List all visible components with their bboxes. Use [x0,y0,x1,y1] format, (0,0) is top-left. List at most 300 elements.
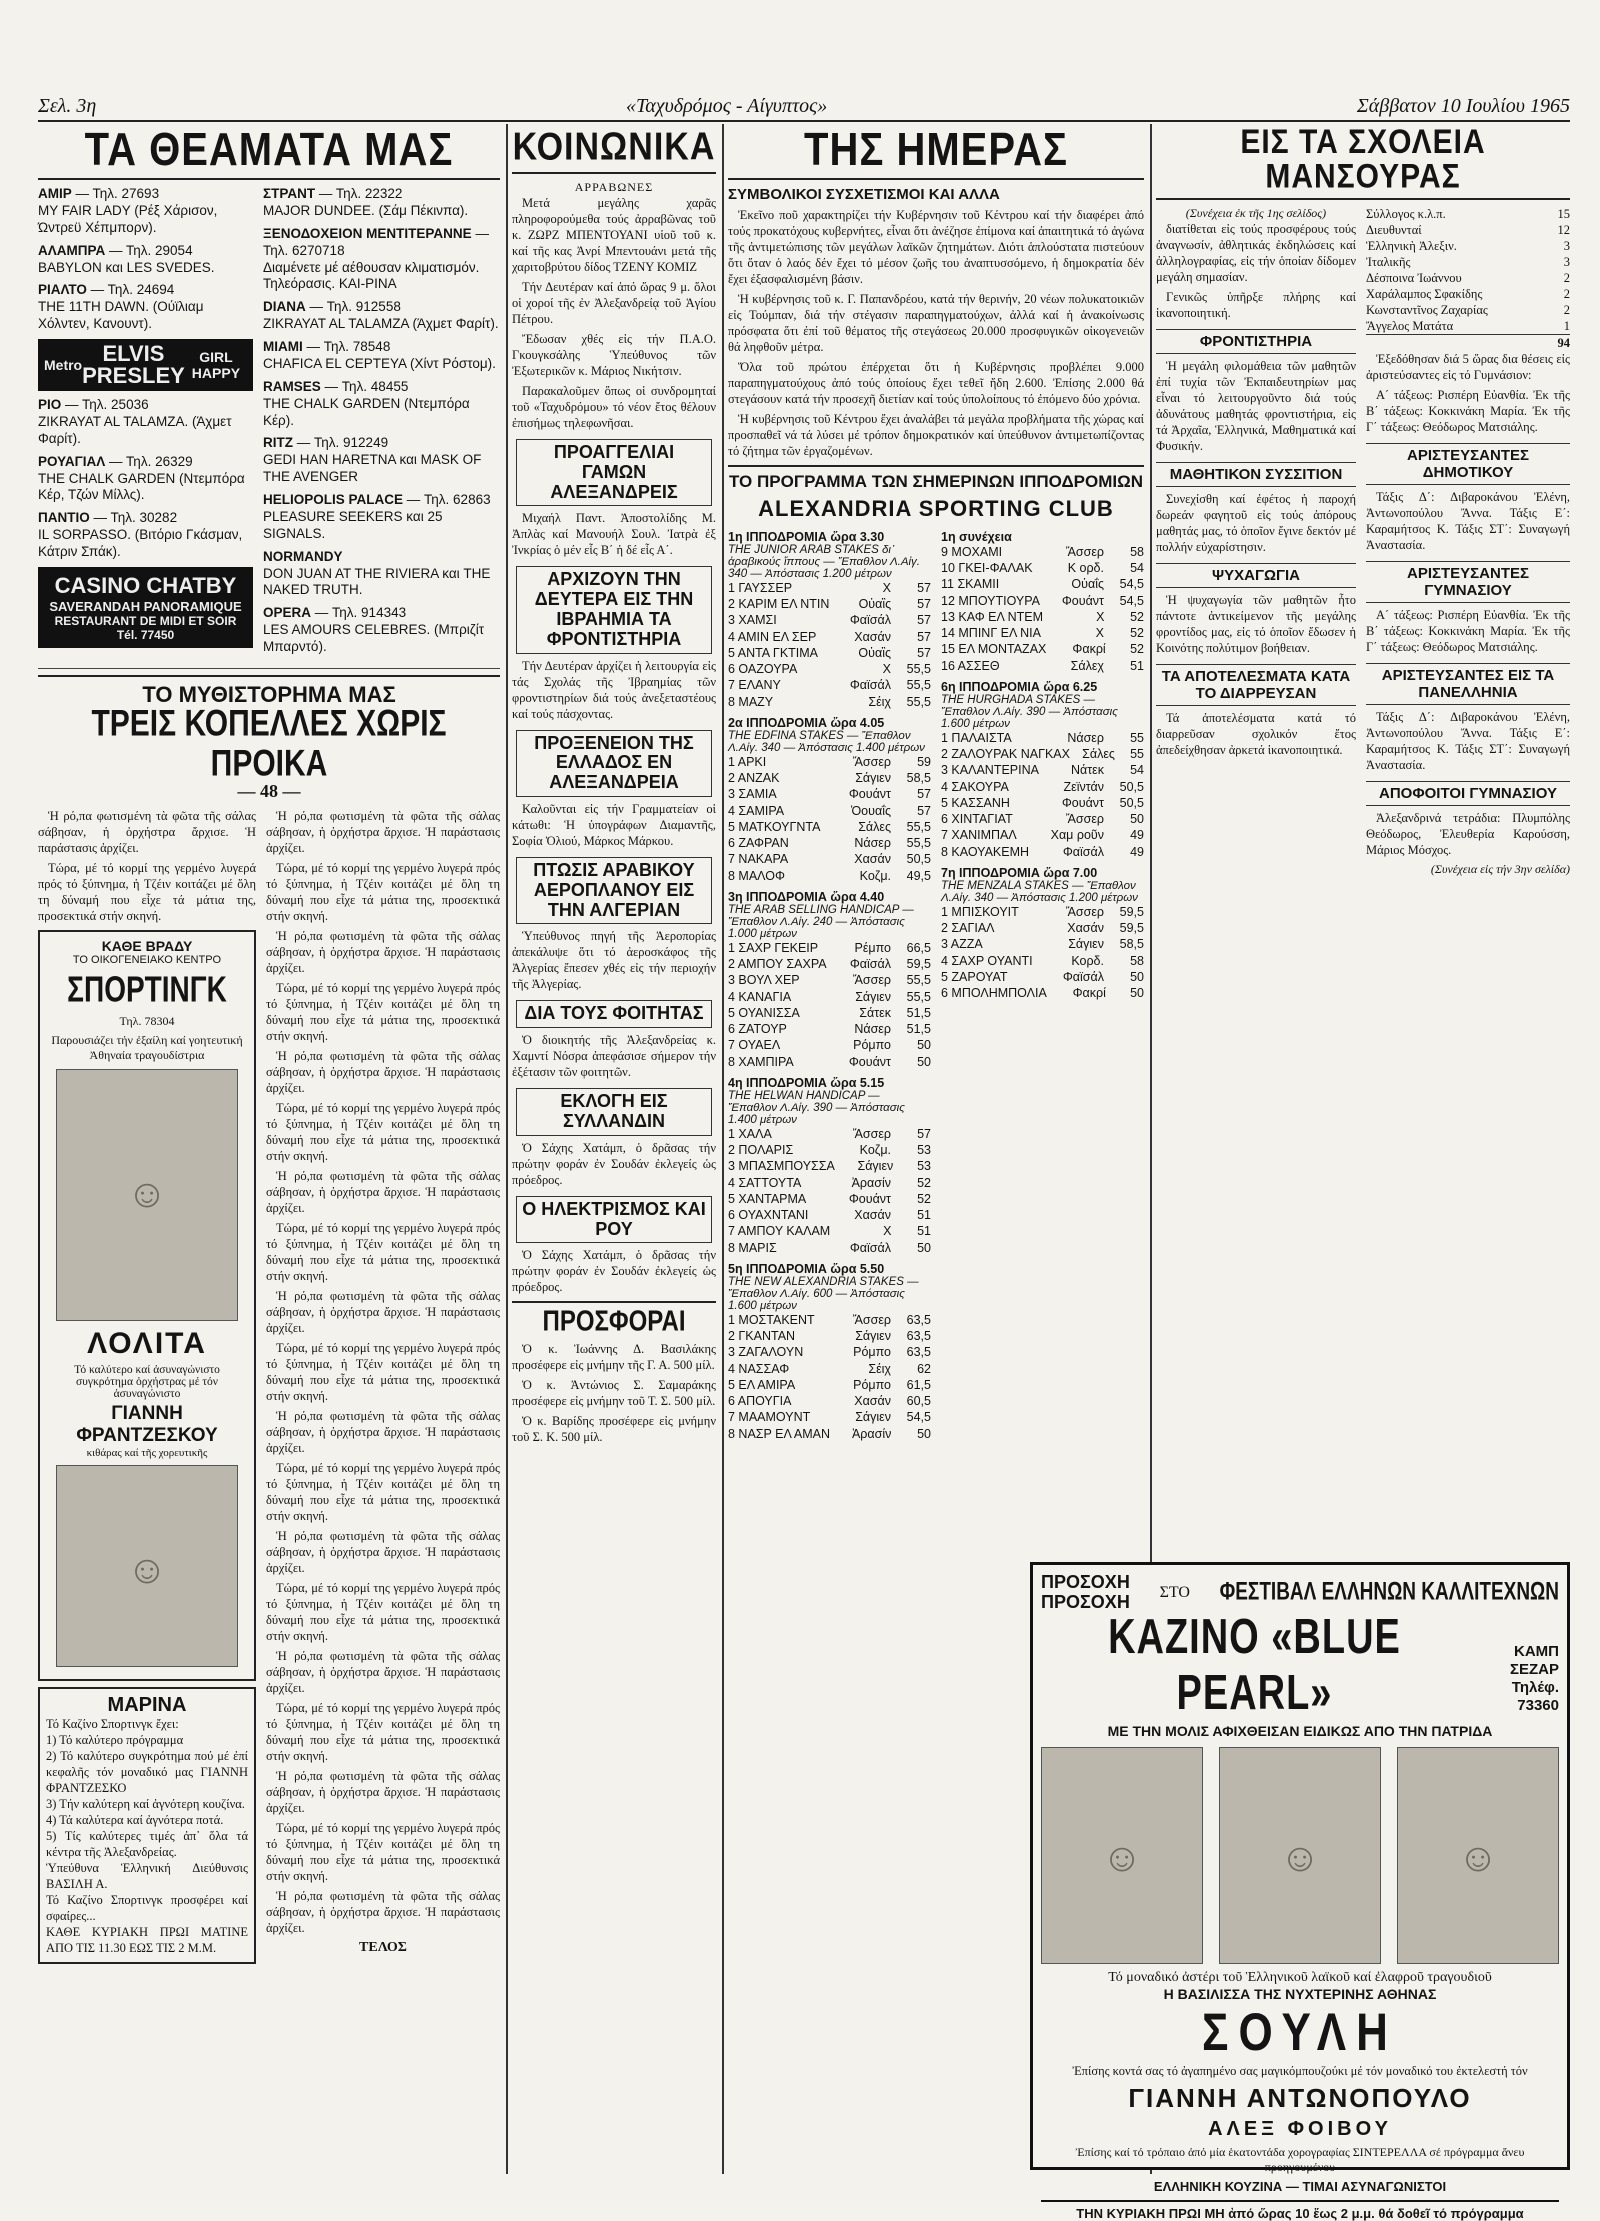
cinema-tel: Τηλ. 22322 [335,186,403,201]
ad-tagline: Τό μοναδικό ἀστέρι τοῦ Ἑλληνικοῦ λαϊκοῦ καί ἐλαφροῦ τραγουδιοῦ [1108,1969,1492,1985]
horse-name: 11 ΣΚΑΜΙΙ [941,577,1000,592]
horse-weight: 57 [917,597,931,612]
race-conditions: THE JUNIOR ARAB STAKES δι᾿ ἀραβικούς ἵππους — Ἔπαθλον Λ.Αἰγ. 340 — Ἀπόστασις 1.200 μέτρων [728,543,920,580]
horse-name: 1 ΜΠΙΣΚΟΥΙΤ [941,904,1019,919]
race-entry [728,956,931,972]
cinema-name: OPERA [263,605,312,621]
race-entry [728,661,931,677]
side-text: Ἀλεξανδρινά τετράδια: Πλυμπόλης Θεόδωρος, Ἐλευθερία Καρούσση, Μάριος Μόσχος. [1366,811,1570,857]
cinema-tel: Τηλ. 29054 [126,242,193,258]
jockey-name: Φαϊσάλ [849,957,891,972]
horse-weight: 59 [917,754,931,769]
race-heading: 3η ΙΠΠΟΔΡΟΜΙΑ ὥρα 4.40 [728,889,885,904]
horse-weight: 49,5 [906,868,931,883]
school-section-head: ΜΑΘΗΤΙΚΟΝ ΣΥΣΣΙΤΙΟΝ [1156,462,1356,487]
horse-name: 5 ΑΝΤΑ ΓΚΤΙΜΑ [728,645,819,660]
horse-weight: 59,5 [906,957,931,972]
marina-list [46,1716,248,1956]
serial-paragraph: Ἡ ρό,πα φωτισμένη τὰ φῶτα τῆς σάλας σάβησαν, ἡ ὀρχήστρα ἄρχισε. Ἡ παράστασις ἀρχίζει. [266,1888,500,1935]
race-entry [728,645,931,661]
race-conditions: THE ARAB SELLING HANDICAP — Ἔπαθλον Λ.Αἰγ. 240 — Ἀπόστασις 1.000 μέτρων [728,903,914,940]
casino-tel: Τηλέφ. 73360 [1511,1678,1559,1714]
horse-weight: 51 [917,1208,931,1223]
headline: ΠΤΩΣΙΣ ΑΡΑΒΙΚΟΥ ΑΕΡΟΠΛΑΝΟΥ ΕΙΣ ΤΗΝ ΑΛΓΕΡΙΑΝ [516,857,712,924]
jockey-name: Χ [1096,609,1105,624]
horse-weight: 57 [917,1126,931,1141]
jockey-name: Φουάντ [848,1054,891,1069]
jockey-name: Ζεϊντάν [1063,779,1104,794]
sporting-ad-name: ΣΠΟΡΤΙΝΓΚ [67,969,227,1010]
column-rule [722,124,724,2174]
jockey-name: Σάγιεν [855,989,891,1004]
donor-name: Ἰταλικῆς [1366,255,1411,269]
cinema-listing [263,549,500,600]
continued-note: (Συνέχεια ἐκ τῆς 1ης σελίδος) [1185,206,1327,220]
casino-chatby-ad [38,567,253,648]
race-entry [941,969,1144,985]
horse-weight: 50 [1130,986,1144,1001]
sporting-ad-text: Παρουσιάζει τήν ἐξαίλη καί γοητευτική Ἀθηναία τραγουδίστρια [51,1032,243,1062]
serial-paragraph: Τώρα, μέ τό κορμί της γερμένο λυγερά πρός τό ξύπνημα, ἡ Τζέιν κοιτάζει μέ ὅλη τη δύναμή που εἶχε τά μάτια της, προσεκτικά στήν σκηνή. [266,1700,500,1763]
horse-weight: 50,5 [1119,779,1144,794]
horse-weight: 52 [917,1175,931,1190]
headline: ΕΚΛΟΓΗ ΕΙΣ ΣΥΛΛΑΝΔΙΝ [516,1088,712,1136]
horse-name: 15 ΕΛ ΜΟΝΤΑΖΑΧ [941,642,1047,657]
donation-amount: 2 [1563,287,1570,301]
race-program-left [728,524,931,1442]
horse-name: 3 ΣΑΜΙΑ [728,787,777,802]
cinema-tel: Τηλ. 48455 [341,378,409,394]
cinema-name: ΑΛΑΜΠΡΑ [38,242,106,258]
serial-text-continued [266,808,500,1936]
band-leader: ΓΙΑΝΝΗ ΦΡΑΝΤΖΕΣΚΟΥ [76,1402,218,1446]
engagements-kicker: ΑΡΡΑΒΩΝΕΣ [574,180,654,194]
serial-title: ΤΡΕΙΣ ΚΟΠΕΛΛΕΣ ΧΩΡΙΣ ΠΡΟΙΚΑ [91,702,447,784]
jockey-name: Ἄσσερ [852,754,891,769]
side-text: Ἐξεδόθησαν διά 5 ὥρας δια θέσεις εἰς ἀριστεύσαντες εἰς τό Γυμνάσιον: [1366,352,1570,382]
race-entry [728,1240,931,1256]
artist-photo-3 [1397,1747,1559,1964]
donation-row [1366,302,1570,318]
continued-footnote: (Συνέχεια εἰς τήν 3ην σελίδα) [1430,862,1570,876]
horse-weight: 57 [917,803,931,818]
race-entry [728,1005,931,1021]
race-entry [728,1191,931,1207]
cinema-listing: ΡΙΟ — Τηλ. 25036 ZIKRAYAT AL TALAMZA. (Άχμετ Φαρίτ). [38,397,232,446]
jockey-name: Σάγιεν [855,1329,891,1344]
jockey-name: Χαμ ροῦν [1050,828,1104,843]
race-block [941,866,1144,1002]
horse-name: 1 ΠΑΛΑΙΣΤΑ [941,730,1012,745]
donor-name: Δέσποινα Ἰωάννου [1366,271,1462,285]
horse-weight: 52 [1130,642,1144,657]
jockey-name: Σάλες [858,819,891,834]
race-conditions: THE NEW ALEXANDRIA STAKES — Ἔπαθλον Λ.Αἰγ. 600 — Ἀπόστασις 1.600 μέτρων [728,1275,919,1312]
marina-item: 3) Τήν καλύτερη καί ἀγνότερη κουζίνα. [46,1796,245,1811]
cinema-name: HELIOPOLIS PALACE [263,492,404,507]
marina-item: 2) Τό καλύτερο συγκρότημα πού μέ ἐπί κεφαλῆς τόν μοναδικό μας ΓΙΑΝΝΗ ΦΡΑΝΤΖΕΣΚΟ [46,1748,248,1795]
cinema-name: RAMSES [263,378,321,394]
news-item: Ὁ διοικητής τῆς Ἀλεξανδρείας κ. Χαμντί Νόσρα ἀπεφάσισε σήμερον τήν ἐξέτασιν τῶν φοιτητῶν. [512,1033,716,1080]
horse-name: 6 ΖΑΦΡΑΝ [728,836,789,851]
donor-name: Κωνσταντῖνος Ζαχαρίας [1366,303,1488,317]
cinema-tel: Τηλ. 912249 [314,435,389,451]
horse-weight: 55,5 [906,694,931,709]
horse-weight: 57 [917,613,931,628]
race-entry [728,1344,931,1360]
school-section-text: Συνεχίσθη καί ἐφέτος ἡ παροχή δωρεάν φαγητοῦ εἰς τούς ἀπόρους μαθητάς μας, τό ὁποῖον ἔγινε δεκτόν μέ πολλήν εὐχαρίστησιν. [1156,492,1356,554]
cinema-tel: Τηλ. 24694 [107,282,175,298]
horse-weight: 54,5 [906,1410,931,1425]
race-entry [728,835,931,851]
cinema-tel: Τηλ. 30282 [110,510,178,526]
sporting-ad-line1: ΚΑΘΕ ΒΡΑΔΥ [101,937,193,954]
horse-name: 3 ΜΠΑΣΜΠΟΥΣΣΑ [728,1159,835,1174]
donation-amount: 3 [1563,255,1570,269]
cinema-listing: DIANA — Τηλ. 912558 ZIKRAYAT AL TALAMZA (Άχμετ Φαρίτ). [263,299,499,332]
horse-name: 2 ΣΑΓΙΑΛ [941,921,995,936]
casino-ad-line3: RESTAURANT DE MIDI ET SOIR [54,613,237,628]
donor-name: Ἑλληνικὴ Ἀλεξιν. [1366,239,1457,253]
page-number: Σελ. 3η [38,94,97,117]
school-total: 94 [1557,336,1570,350]
horse-weight: 61,5 [906,1377,931,1392]
race-entry [941,746,1144,762]
festival-title: ΦΕΣΤΙΒΑΛ ΕΛΛΗΝΩΝ ΚΑΛΛΙΤΕΧΝΩΝ [1219,1578,1559,1606]
horse-name: 7 ΑΜΠΟΥ ΚΑΛΑΜ [728,1224,831,1239]
jockey-name: Ἄσσερ [852,973,891,988]
race-block [941,680,1144,860]
serial-left-column [38,808,256,1970]
cinema-film: THE CHALK GARDEN (Ντεμπόρα Κέρ). [263,395,470,428]
cinema-film: THE 11TH DAWN. (Ούϊλιαμ Χόλντεν, Κανουντ). [38,299,204,332]
jockey-name: Νάτεκ [1070,763,1104,778]
race-entry [941,827,1144,843]
jockey-name: Φακρί [1072,642,1106,657]
horse-name: 6 ΟΥΑΧΝΤΑΝΙ [728,1208,809,1223]
school-section-text: Ἡ μεγάλη φιλομάθεια τῶν μαθητῶν ἐπί τυχία τῶν Ἐκπαιδευτηρίων μας εἶναι τό λειτουργοῦντο διά τούς ἀδυνάτους μαθητάς φροντιστήρια, εἰς τά Ἀρχαῖα, Ἑλληνικά, Μαθηματικά καί Φυσικήν. [1156,359,1356,453]
school-section-head: ΦΡΟΝΤΙΣΤΗΡΙΑ [1156,329,1356,354]
jockey-name: Ρέμπο [854,940,891,955]
race-entry [941,811,1144,827]
horse-name: 6 ΑΠΟΥΓΙΑ [728,1394,792,1409]
donation-amount: 1 [1563,319,1570,333]
horse-weight: 58,5 [906,771,931,786]
distinctions-title-2: ΑΡΙΣΤΕΥΣΑΝΤΕΣ ΓΥΜΝΑΣΙΟΥ [1366,561,1570,603]
donation-amount: 12 [1557,223,1570,237]
race-entry [941,795,1144,811]
cinema-list-left [38,186,253,662]
race-conditions: THE HURGHADA STAKES — Ἔπαθλον Λ.Αἰγ. 390 — Ἀπόστασις 1.600 μέτρων [941,693,1118,730]
marina-box [38,1687,256,1964]
jockey-name: Σάγιεν [1068,937,1104,952]
cinema-film: ZIKRAYAT AL TALAMZA. (Άχμετ Φαρίτ). [38,413,232,446]
elvis-ad-names [82,343,185,387]
donation-row [1366,270,1570,286]
article-paragraph: Ὅλα τοῦ πρώτου ἐπέρχεται ὅτι ἡ Κυβέρνησις προβλέπει 9.000 παραπηγματούχους ἀπό τούς ὁποίους ἔχει τεθεῖ ἤδη 2.600. Ἐπίσης 2.000 θά στεγάσουν κατά τήν προσεχῆ διετίαν καί τούς ὑπολοίπους τό ἐπόμενο δύο χρόνια. [728,360,1144,406]
marina-item: 4) Τά καλύτερα καί ἀγνότερα ποτά. [46,1812,224,1827]
serial-paragraph: Τώρα, μέ τό κορμί της γερμένο λυγερά πρός τό ξύπνημα, ἡ Τζέιν κοιτάζει μέ ὅλη τη δύναμή που εἶχε τά μάτια της, προσεκτικά στήν σκηνή. [266,1340,500,1403]
marina-item: 5) Τίς καλύτερες τιμές ἀπ᾿ ὅλα τά κέντρα τῆς Ἀλεξανδρείας. [46,1828,248,1859]
marina-title: ΜΑΡΙΝΑ [107,1693,187,1716]
school-donations [1366,206,1570,334]
serial-paragraph: Τώρα, μέ τό κορμί της γερμένο λυγερά πρός τό ξύπνημα, ἡ Τζέιν κοιτάζει μέ ὅλη τη δύναμή που εἶχε τά μάτια της, προσεκτικά στήν σκηνή. [266,1220,500,1283]
horse-weight: 55,5 [906,819,931,834]
serial-paragraph: Ἡ ρό,πα φωτισμένη τὰ φῶτα τῆς σάλας σάβησαν, ἡ ὀρχήστρα ἄρχισε. Ἡ παράστασις ἀρχίζει. [266,1288,500,1335]
horse-name: 1 ΜΟΣΤΑΚΕΝΤ [728,1312,815,1327]
horse-name: 9 ΜΟΧΑΜΙ [941,544,1003,559]
prosfora-title: ΠΡΟΣΦΟΡΑΙ [542,1305,686,1339]
article-headline: ΣΥΜΒΟΛΙΚΟΙ ΣΥΣΧΕΤΙΣΜΟΙ ΚΑΙ ΑΛΛΑ [728,186,1000,203]
school-paragraph: Γενικῶς ὑπῆρξε πλήρης καί ἱκανοποιητική. [1156,290,1356,320]
donor-name: Ἄγγελος Ματάτα [1366,319,1454,333]
horse-name: 1 ΣΑΧΡ ΓΕΚΕΙΡ [728,940,819,955]
ad-with: Ἐπίσης κοντά σας τό ἀγαπημένο σας μαγικόμπουζούκι μέ τόν μοναδικό του ἐκτελεστή τόν [1072,2063,1528,2078]
jockey-name: Σέιχ [868,694,891,709]
serial-paragraph: Ἡ ρό,πα φωτισμένη τὰ φῶτα τῆς σάλας σάβησαν, ἡ ὀρχήστρα ἄρχισε. Ἡ παράστασις ἀρχίζει. [38,808,256,855]
prosfora-item: Ὁ κ. Ἰωάννης Δ. Βασιλάκης προσέφερε εἰς μνήμην τῆς Γ. Α. 500 μίλ. [512,1341,716,1372]
jockey-name: Χ [882,662,891,677]
serial-paragraph: Ἡ ρό,πα φωτισμένη τὰ φῶτα τῆς σάλας σάβησαν, ἡ ὀρχήστρα ἄρχισε. Ἡ παράστασις ἀρχίζει. [266,1048,500,1095]
article-paragraph: Ἡ κυβέρνησις τοῦ Κέντρου ἔχει ἀναλάβει τά μεγάλα προβλήματα τῆς χώρας καί προσπαθεῖ νά τά λύσει μέ τρόπον δημοκρατικόν καί ὑπεύθυνον ἀντιμετωπίζοντας τό ζήτημα τῶν ἐργαζομένων. [728,412,1144,458]
race-heading: 6η ΙΠΠΟΔΡΟΜΙΑ ὥρα 6.25 [941,679,1098,694]
jockey-name: Σέιχ [868,1361,891,1376]
race-heading: 1η συνέχεια [941,529,1012,544]
horse-name: 5 ΟΥΑΝΙΣΣΑ [728,1005,800,1020]
horse-name: 13 ΚΑΦ ΕΛ ΝΤΕΜ [941,609,1044,624]
horse-weight: 63,5 [906,1312,931,1327]
race-entry [728,1021,931,1037]
race-entry [941,658,1144,674]
jockey-name: Χ [1095,626,1104,641]
horse-weight: 55 [1130,747,1144,762]
race-entry [941,762,1144,778]
column-entertainment [38,124,500,2174]
jockey-name: Φουάντ [1061,593,1104,608]
horse-name: 2 ΖΑΛΟΥΡΑΚ ΝΑΓΚΑΧ [941,747,1070,762]
horse-weight: 53 [917,1159,931,1174]
jockey-name: Ἄσσερ [852,1126,891,1141]
elvis-ad-top: Metro [44,357,83,373]
horse-name: 7 ΜΑΑΜΟΥΝΤ [728,1410,811,1425]
jockey-name: Φαϊσάλ [849,613,891,628]
horse-name: 6 ΜΠΟΛΗΜΠΟΛΙΑ [941,986,1047,1001]
cinema-tel: Τηλ. 27693 [92,186,160,201]
race-entry [728,1158,931,1174]
horse-weight: 54,5 [1119,593,1144,608]
jockey-name: Χασάν [1067,921,1104,936]
column-mansoura-schools [1156,124,1570,1564]
cinema-film: DON JUAN AT THE RIVIERA και THE NAKED TRUTH. [263,565,491,598]
cinema-tel: Τηλ. 6270718 [263,242,345,258]
horse-weight: 50,5 [906,852,931,867]
cinema-tel: Τηλ. 912558 [326,299,401,315]
horse-name: 5 ΖΑΡΟΥΑΤ [941,969,1008,984]
horse-name: 8 ΝΑΣΡ ΕΛ ΑΜΑΝ [728,1426,830,1441]
jockey-name: Σάγιεν [855,771,891,786]
donation-amount: 2 [1563,271,1570,285]
headline: ΠΡΟΑΓΓΕΛΙΑΙ ΓΑΜΩΝ ΑΛΕΞΑΝΔΡΕΙΣ [516,439,712,506]
cinema-tel: Τηλ. 26329 [126,453,193,469]
jockey-name: Φαϊσάλ [1062,844,1104,859]
ad-queen: Η ΒΑΣΙΛΙΣΣΑ ΤΗΣ ΝΥΧΤΕΡΙΝΗΣ ΑΘΗΝΑΣ [1163,1985,1437,2002]
horse-weight: 57 [917,787,931,802]
jockey-name: Νάσερ [1067,730,1104,745]
prosfora-item: Ὁ κ. Βαρίδης προσέφερε εἰς μνήμην τοῦ Σ. Κ. 500 μίλ. [512,1413,716,1444]
column-social [512,124,716,2174]
news-item: Καλοῦνται εἰς τήν Γραμματείαν οἱ κάτωθι: Ἡ ὑπογράφων Διαμαντῆς, Σοφία Ὀλιού, Μάρκος Μάρκου. [512,801,716,848]
casino-name: ΚΑΖΙΝΟ «BLUE PEARL» [1108,1609,1401,1721]
elvis-ad-side: GIRL HAPPY [191,349,241,381]
race-entry [728,580,931,596]
jockey-name: Νάσερ [854,836,891,851]
race-entry [728,677,931,693]
donor-name: Χαράλαμπος Σφακίδης [1366,287,1483,301]
horse-weight: 63,5 [906,1345,931,1360]
marina-item: ΚΑΘΕ ΚΥΡΙΑΚΗ ΠΡΩΙ ΜΑΤΙΝΕ ΑΠΟ ΤΙΣ 11.30 ΕΩΣ ΤΙΣ 2 Μ.Μ. [46,1924,248,1955]
artist-photo-1 [1041,1747,1203,1964]
race-entry [728,1377,931,1393]
horse-weight: 50 [917,1426,931,1441]
race-entry [941,641,1144,657]
cinema-name: ΡΙΟ [38,397,62,412]
newspaper-name: «Ταχυδρόμος - Αίγυπτος» [626,94,828,117]
donation-row [1366,238,1570,254]
race-entry [728,1426,931,1442]
musician-name: ΓΙΑΝΝΗ ΑΝΤΩΝΟΠΟΥΛΟ [1128,2082,1472,2113]
race-entry [728,851,931,867]
cinema-listing: ΡΟΥΑΓΙΑΛ — Τηλ. 26329 THE CHALK GARDEN (Ντεμπόρα Κέρ, Τζών Μίλλς). [38,453,245,503]
jockey-name: Κορδ. [1071,953,1104,968]
race-entry [728,972,931,988]
cinema-list-right [263,186,500,662]
horse-name: 3 ΚΑΛΑΝΤΕΡΙΝΑ [941,763,1039,778]
serial-paragraph: Τώρα, μέ τό κορμί της γερμένο λυγερά πρός τό ξύπνημα, ἡ Τζέιν κοιτάζει μέ ὅλη τη δύναμή που εἶχε τά μάτια της, προσεκτικά στήν σκηνή. [266,1460,500,1523]
side-text: Α΄ τάξεως: Ρισπέρη Εὐανθία. Ἐκ τῆς Β΄ τάξεως: Κοκκινάκη Μαρία. Ἐκ τῆς Γ΄ τάξεως: Θεόδωρος Ματσιάλης. [1366,608,1570,654]
cinema-listing: OPERA — Τηλ. 914343 LES AMOURS CELEBRES. (Μπριζίτ Μπαρντό). [263,605,485,654]
horse-weight: 58 [1130,544,1144,559]
cinema-name: ΣΤΡΑΝΤ [263,186,316,201]
horse-name: 6 ΧΙΝΤΑΓΙΑΤ [941,812,1013,827]
race-heading: 2α ΙΠΠΟΔΡΟΜΙΑ ὥρα 4.05 [728,715,885,730]
race-conditions: THE EDFINA STAKES — Ἔπαθλον Λ.Αἰγ. 340 — Ἀπόστασις 1.400 μέτρων [728,729,925,754]
cinema-name: ΠΑΝΤΙΟ [38,510,90,526]
jockey-name: Φουάντ [848,787,891,802]
attention-2: ΠΡΟΣΟΧΗ [1041,1591,1130,1612]
serial-paragraph: Ἡ ρό,πα φωτισμένη τὰ φῶτα τῆς σάλας σάβησαν, ἡ ὀρχήστρα ἄρχισε. Ἡ παράστασις ἀρχίζει. [266,1648,500,1695]
horse-name: 8 ΚΑΟΥΑΚΕΜΗ [941,844,1030,859]
news-item: Ὑπεύθυνος πηγή τῆς Ἀεροπορίας ἀπεκάλυψε ὅτι τό ἀεροσκάφος τῆς Ἀλγερίας ἔπεσεν χθές εἰς τήν περιοχήν τῆς Ἀλγερίας. [512,929,716,992]
serial-paragraph: Ἡ ρό,πα φωτισμένη τὰ φῶτα τῆς σάλας σάβησαν, ἡ ὀρχήστρα ἄρχισε. Ἡ παράστασις ἀρχίζει. [266,928,500,975]
race-entry [941,544,1144,560]
marina-item: Τό Καζίνο Σπορτινγκ ἔχει: [46,1716,179,1731]
donation-row [1366,286,1570,302]
horse-weight: 62 [917,1361,931,1376]
race-heading: 7η ΙΠΠΟΔΡΟΜΙΑ ὥρα 7.00 [941,865,1098,880]
race-entry [941,985,1144,1001]
jockey-name: Σάλεχ [1070,658,1104,673]
horse-weight: 51 [917,1224,931,1239]
horse-name: 7 ΧΑΝΙΜΠΑΛ [941,828,1017,843]
casino-ad-tel: Tél. 77450 [116,627,175,642]
serial-paragraph: Τώρα, μέ τό κορμί της γερμένο λυγερά πρός τό ξύπνημα, ἡ Τζέιν κοιτάζει μέ ὅλη τη δύναμή που εἶχε τά μάτια της, προσεκτικά στήν σκηνή. [38,860,256,923]
cinema-tel: Τηλ. 25036 [82,397,149,412]
horse-name: 5 ΜΑΤΚΟΥΓΝΤΑ [728,819,821,834]
race-entry [728,1126,931,1142]
horse-weight: 52 [917,1191,931,1206]
cinema-film: ZIKRAYAT AL TALAMZA (Άχμετ Φαρίτ). [263,316,499,332]
race-entry [941,920,1144,936]
horse-weight: 51 [1130,658,1144,673]
race-entry [941,779,1144,795]
singer-name: ΛΟΛΙΤΑ [87,1326,207,1360]
column-rule [506,124,508,2174]
graduates-title: ΑΠΟΦΟΙΤΟΙ ΓΥΜΝΑΣΙΟΥ [1366,781,1570,806]
cinema-name: NORMANDY [263,548,343,564]
race-heading: 5η ΙΠΠΟΔΡΟΜΙΑ ὥρα 5.50 [728,1261,885,1276]
race-block [728,716,931,884]
horse-name: 7 ΝΑΚΑΡΑ [728,852,789,867]
jockey-name: Κοζμ. [859,868,891,883]
horse-weight: 50 [917,1054,931,1069]
elvis-ad-name1: ELVIS [102,341,165,366]
horse-weight: 50 [917,1240,931,1255]
cinema-listing: ΞΕΝΟΔΟΧΕΙΟΝ ΜΕΝΤΙΤΕΡΑΝΝΕ — Τηλ. 6270718 Διαμένετε μέ αέθουσαν κλιματισμόν. Τηλεόρασις. ΚΑΙ-PINA [263,225,489,292]
horse-name: 2 ΑΝΖΑΚ [728,771,780,786]
horse-weight: 63,5 [906,1329,931,1344]
race-conditions: THE HELWAN HANDICAP — Ἔπαθλον Λ.Αἰγ. 390 — Ἀπόστασις 1.400 μέτρων [728,1089,905,1126]
jockey-name: Φουάντ [848,1191,891,1206]
horse-name: 8 ΜΑΛΟΦ [728,868,785,883]
section-title-koinonika: ΚΟΙΝΩΝΙΚΑ [512,125,716,169]
jockey-name: Οὐαἲς [858,645,891,660]
horse-name: 5 ΧΑΝΤΑΡΜΑ [728,1191,807,1206]
side-text: Α΄ τάξεως: Ρισπέρη Εὐανθία. Ἐκ τῆς Β΄ τάξεως: Κοκκινάκη Μαρία. Ἐκ τῆς Γ΄ τάξεως: Θεόδωρος Ματσιάλης. [1366,388,1570,434]
cinema-listing: RITZ — Τηλ. 912249 GEDI HAN HARETNA και MASK OF THE AVENGER [263,435,482,485]
ad-footer: ΤΗΝ ΚΥΡΙΑΚΗ ΠΡΩΙ ΜΗ ἀπό ὥρας 10 ἕως 2 μ.μ. θά δοθεῖ τό πρόγραμμα [1041,2200,1559,2221]
article-body [728,207,1144,459]
jockey-name: Ἀρασίν [851,1175,891,1190]
race-program-right [941,524,1144,1442]
horse-name: 4 ΣΑΜΙΡΑ [728,803,785,818]
race-entry [941,730,1144,746]
horse-name: 8 ΧΑΜΠΙΡΑ [728,1054,794,1069]
news-item: Μιχαήλ Παντ. Ἀποστολίδης Μ. Ἀπλὰς καί Μανουήλ Σουλ. Ἰατρὰ ἐξ Ἰνκρίας ὁ μέν εἷς Β΄ ἡ δέ εἷς Α΄. [512,511,716,558]
race-entry [728,940,931,956]
jockey-name: Φαϊσάλ [849,678,891,693]
horse-weight: 54,5 [1119,577,1144,592]
attention-1: ΠΡΟΣΟΧΗ [1041,1572,1130,1592]
portrait-icon: ☺ [1279,1834,1321,1880]
portrait-icon: ☺ [1101,1834,1143,1880]
jockey-name: Οὐαἲς [858,597,892,612]
horse-name: 8 ΜΑΖΥ [728,694,774,709]
cinema-name: ΡΟΥΑΓΙΑΛ [38,453,106,469]
portrait-icon: ☺ [126,1546,168,1592]
donation-row [1366,254,1570,270]
cinema-listing: HELIOPOLIS PALACE — Τηλ. 62863 PLEASURE SEEKERS και 25 SIGNALS. [263,492,491,541]
horse-weight: 50 [1130,969,1144,984]
serial-kicker: ΤΟ ΜΥΘΙΣΤΟΡΗΜΑ ΜΑΣ [142,681,396,707]
race-entry [941,904,1144,920]
jockey-name: Νάσερ [854,1022,891,1037]
social-item: Παρακαλοῦμεν ὅπως οἱ συνδρομηταί τοῦ «Ταχυδρόμου» τό νέον ἔτος θέλουν ἐπισήμως τηλεφωνῆσαι. [512,384,716,430]
donor-name: Σύλλογος κ.λ.π. [1366,207,1446,221]
race-entry [728,819,931,835]
jockey-name: Φαϊσάλ [849,1240,891,1255]
jockey-name: Ἄσσερ [1065,904,1104,919]
race-entry [728,1142,931,1158]
